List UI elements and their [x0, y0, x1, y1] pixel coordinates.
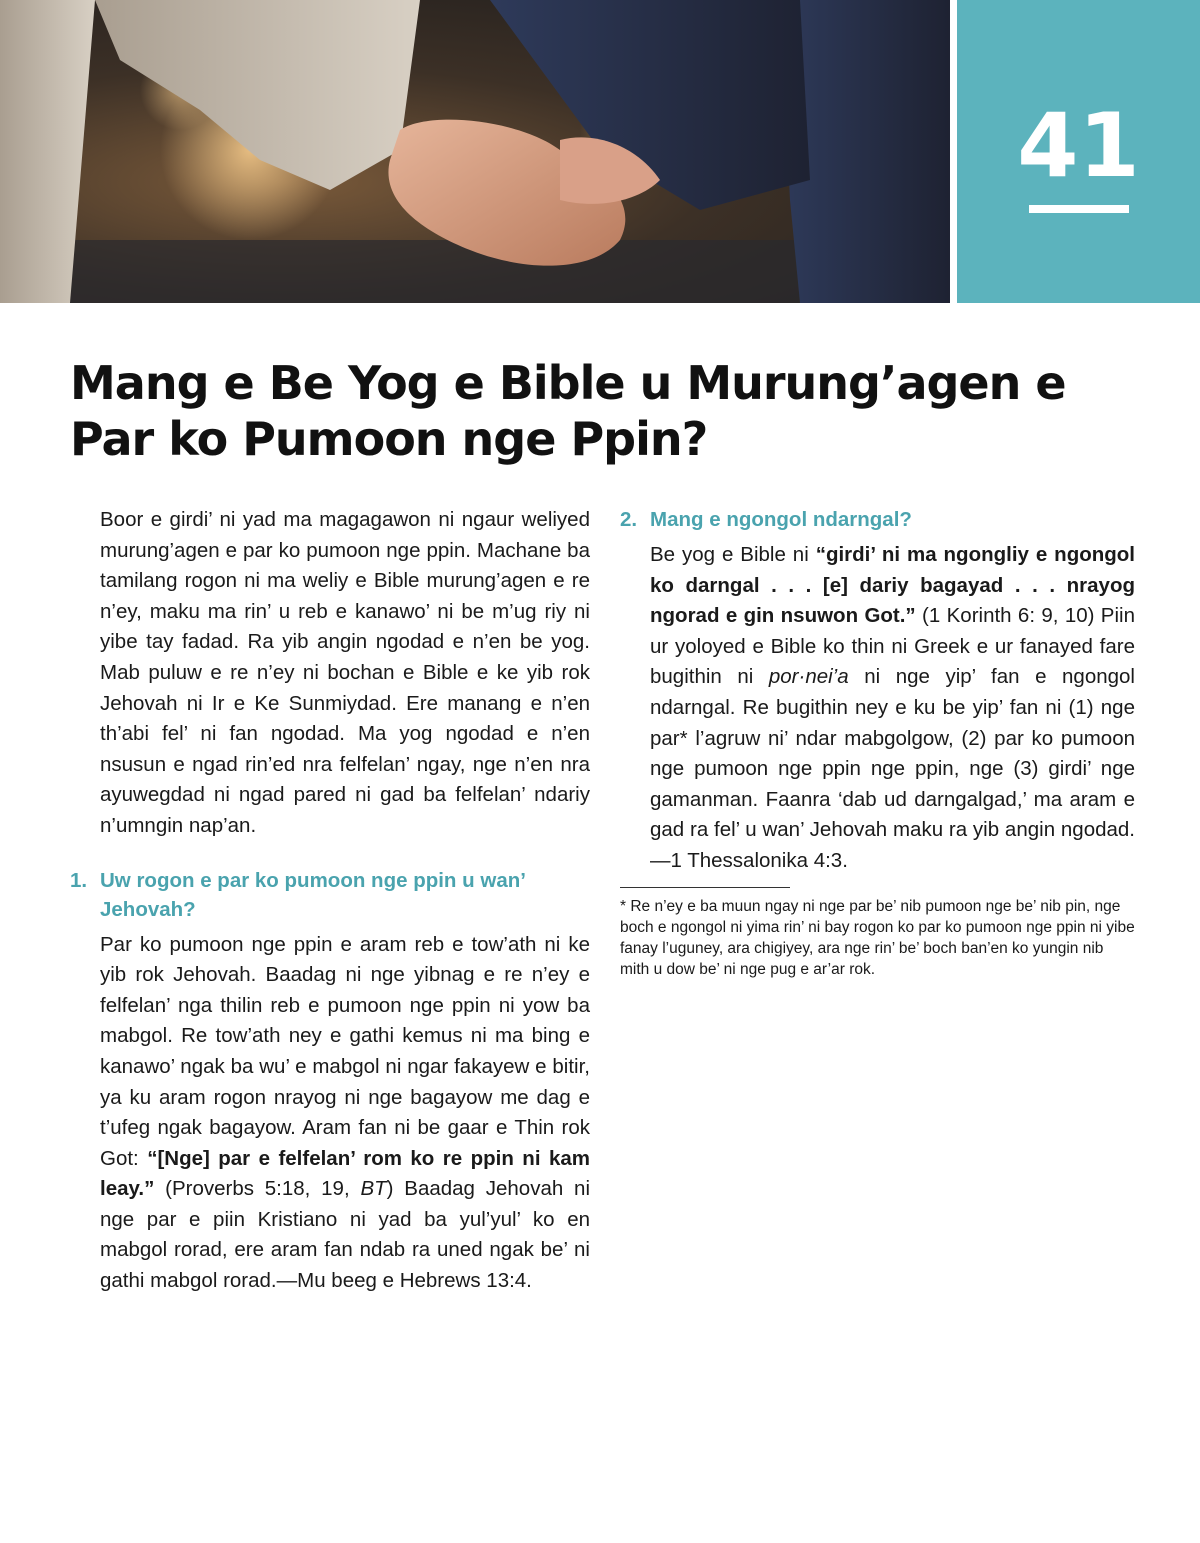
question-1-answer — [100, 930, 590, 1297]
answer-2-text-a: Be yog e Bible ni — [650, 543, 816, 566]
question-2-number: 2. — [620, 508, 638, 531]
answer-2-text-c: ni nge yip’ fan e ngongol ndarngal. Re bugithin ney e ku be yip’ fan ni (1) nge par* l’agruw ni’ ndar mabgolgow, (2) par ko pumoon nge pumoon nge ppin nge ppin, nge (3) girdi’ nge gamanman. Faanra ‘dab ud darngalgad,’ ma aram e gad ra fel’ u wan’ Jehovah maku ra yib angin ngodad.—1 Thessalonika 4:3. — [650, 665, 1135, 872]
greek-word: por·nei’a — [768, 665, 849, 689]
lesson-number-box — [957, 0, 1200, 303]
holding-hands-photo — [0, 0, 950, 303]
question-1-heading — [70, 866, 590, 924]
scripture-quote-2: “girdi’ ni ma ngongliy e ngongol ko darngal . . . [e] dariy bagayad . . . nrayog ngorad e gin nsuwon Got.” — [650, 543, 1136, 628]
left-column — [70, 505, 590, 1297]
footnote: * Re n’ey e ba muun ngay ni nge par be’ nib pumoon nge be’ nib pin, nge boch e ngongol ni yima rin’ ni bay rogon ko par ko pumoon nge ppin ni yibe fanay l’uguney, ara chigiyey, ara nge rin’ be’ boch ban’en ko yungin nib mith u dow be’ ni nge pug e ar’ar rok. — [620, 897, 1135, 978]
question-1-number: 1. — [70, 868, 88, 892]
intro-paragraph: Boor e girdi’ ni yad ma magagawon ni ngaur weliyed murung’agen e par ko pumoon nge ppin. Machane ba tamilang rogon ni ma weliy e Bible murung’agen e re n’ey, maku ma rin’ u reb e kanawo’ ni be m’ug riy ni yibe tay fadad. Ra yib angin ngodad e n’en be yog. Mab puluw e re n’ey ni bochan e Bible e ke yib rok Jehovah ni Ir e Ke Sunmiydad. Ere manang e n’en th’abi fel’ ni fan ngodad. Ma yog ngodad e n’en nsusun e ngad rin’ed nra felfelan’ ngay, nge n’en nra ayuwegdad ni ngad pared ni gad ba felfelan’ ndariy n’umngin nap’an. — [100, 508, 590, 837]
question-1-text: Uw rogon e par ko pumoon nge ppin u wan’ Jehovah? — [100, 868, 525, 921]
answer-1-text-a: Par ko pumoon nge ppin e aram reb e tow’ath ni ke yib rok Jehovah. Baadag ni nge yibnag e re n’ey e felfelan’ nga thilin reb e pumoon nge ppin ni yow ba mabgol. Re tow’ath ney e gathi kemus ni ma bing e kanawo’ ngak ba wu’ e mabgol ni ngar fakayew e bitir, ya ku aram rogon nrayog ni nge bagayow me dag e t’ufeg ngak bagayow. Aram fan ni be gaar e Thin rok Got: — [100, 932, 590, 1170]
question-2-answer — [650, 540, 1135, 877]
answer-1-text-b: (Proverbs 5:18, 19, — [154, 1177, 361, 1201]
right-column — [620, 505, 1135, 980]
bible-translation-abbr: BT — [360, 1177, 387, 1201]
lesson-number: 41 — [1017, 94, 1140, 197]
question-2-text: Mang e ngongol ndarngal? — [650, 508, 912, 531]
footnote-divider — [620, 887, 790, 888]
page-title: Mang e Be Yog e Bible u Murung’agen e Par ko Pumoon nge Ppin? — [70, 356, 1066, 466]
question-2-heading — [620, 505, 1135, 534]
answer-1-text-c: ) Baadag Jehovah ni nge par e piin Kristiano ni yad ba yul’yul’ ko en mabgol rorad, ere aram fan ndab ra uned ngak be’ ni gathi mabgol rorad.—Mu beeg e Hebrews 13:4. — [100, 1177, 590, 1293]
hero-photo — [0, 0, 950, 303]
lesson-number-underline — [1029, 205, 1129, 213]
answer-2-text-b: (1 Korinth 6: 9, 10) Piin ur yoloyed e Bible ko thin ni Greek e ur fanayed fare bugithin ni — [650, 604, 1135, 689]
scripture-quote-1: “[Nge] par e felfelan’ rom ko re ppin ni kam leay.” — [100, 1146, 590, 1201]
